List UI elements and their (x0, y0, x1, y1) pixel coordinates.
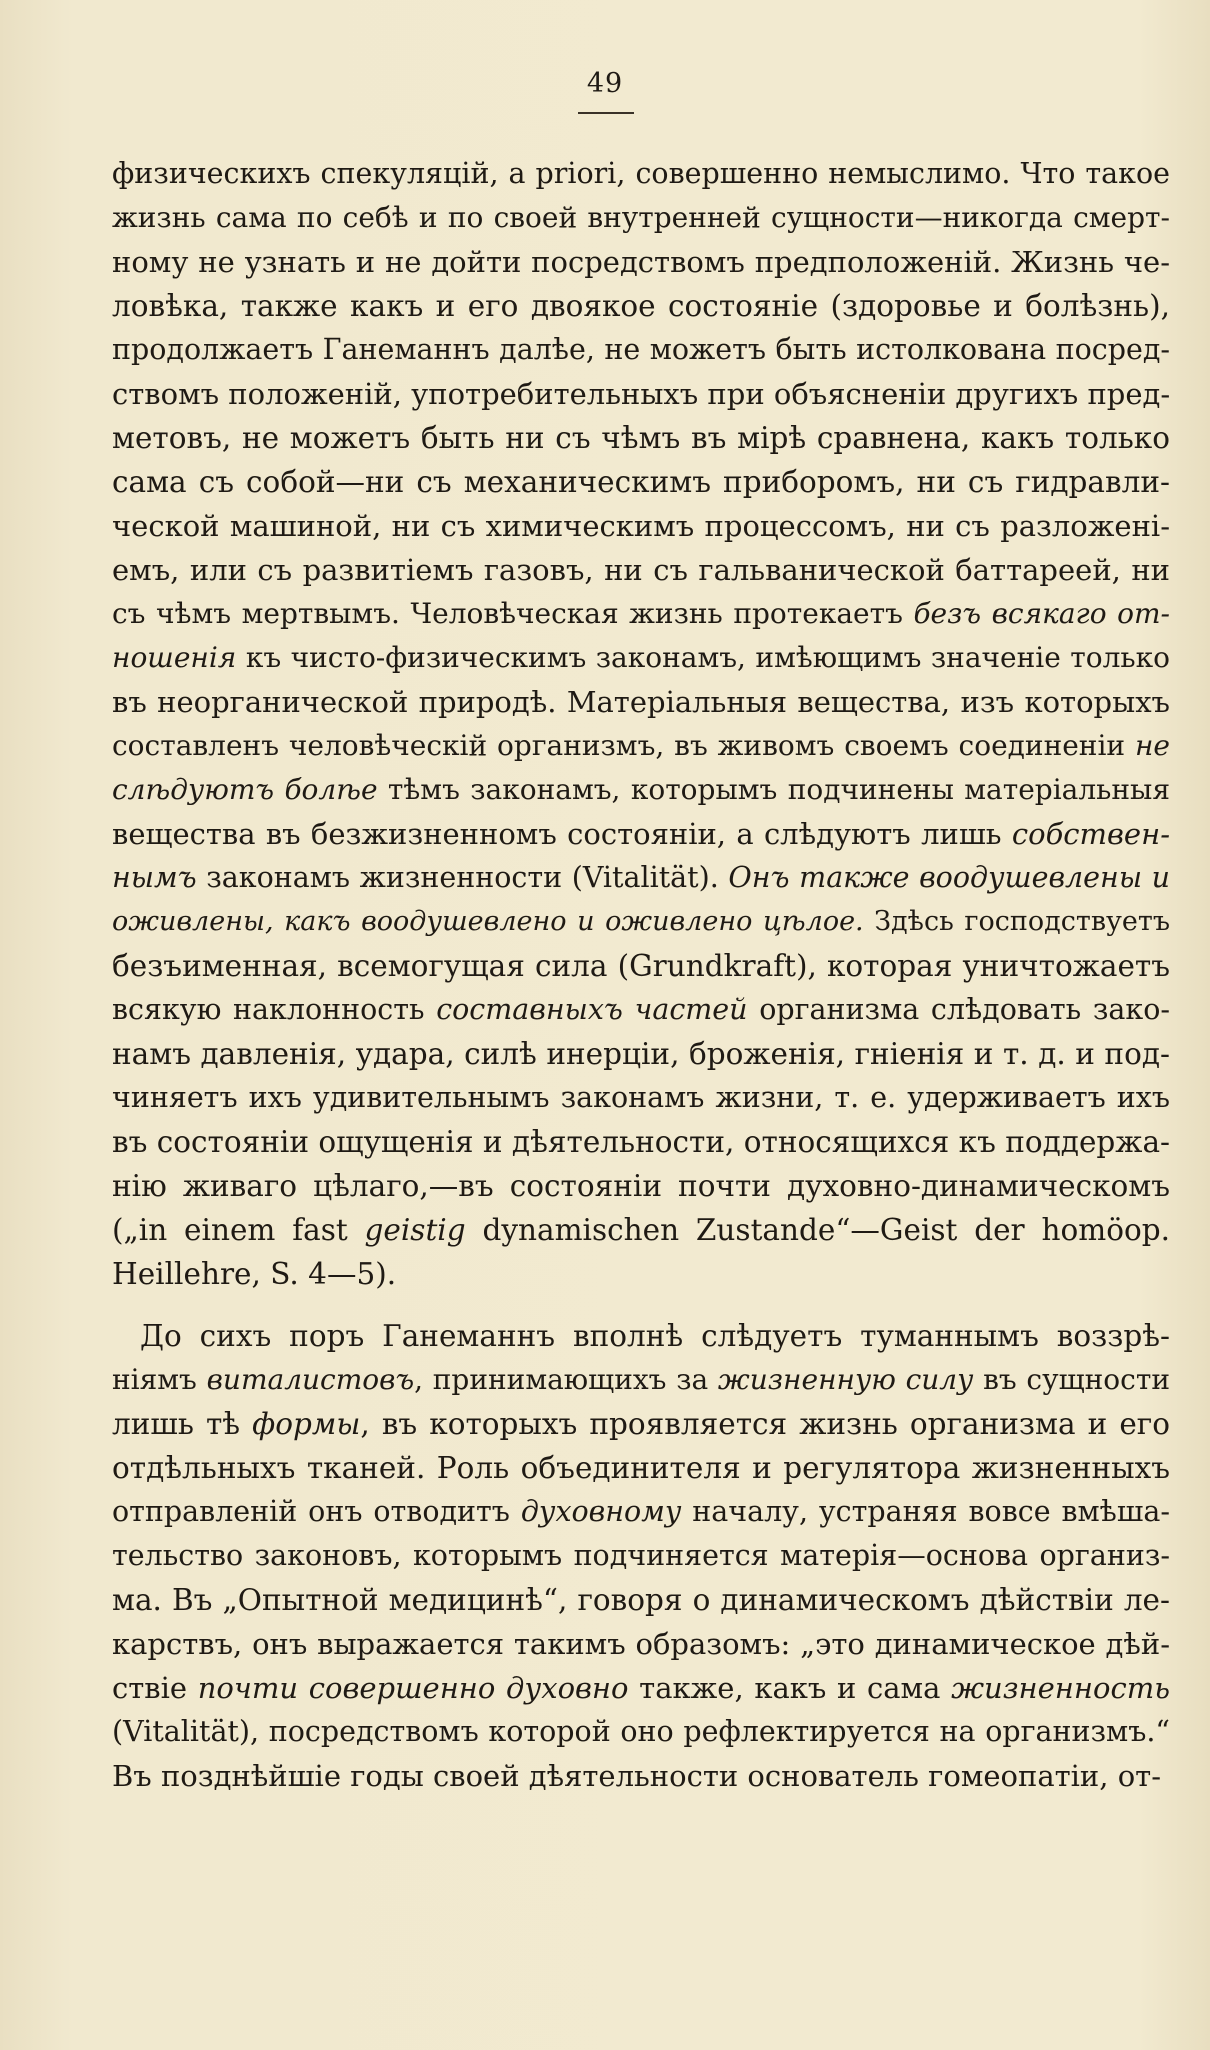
text-run: , принимающихъ за (414, 1363, 718, 1396)
text-run: (Vitalität), посредствомъ которой оно рефлектируется на организмъ.“ (112, 1715, 1170, 1748)
text-run: законамъ жизненности (Vitalität). (196, 861, 729, 894)
text-line (112, 372, 1170, 416)
text-run: жизнь сама по себѣ и по своей внутренней сущности—никогда смерт- (112, 201, 1170, 234)
text-line (112, 152, 1170, 196)
text-run: съ чѣмъ мертвымъ. Человѣческая жизнь протекаетъ (112, 597, 914, 630)
text-line (112, 812, 1170, 856)
text-line (112, 1446, 1170, 1490)
text-line (112, 1120, 1170, 1164)
paragraph-gap (112, 1296, 1170, 1314)
text-line (112, 1754, 1170, 1798)
text-run: началу, устраняя вовсе вмѣша- (681, 1495, 1170, 1528)
text-run: лишь тѣ (112, 1407, 253, 1441)
text-line (112, 1534, 1170, 1578)
text-run: ловѣка, также какъ и его двоякое состояніе (здоровье и болѣзнь), (112, 289, 1170, 323)
text-line (112, 592, 1170, 636)
italic-text: почти совершенно духовно (197, 1671, 629, 1705)
text-run: („in einem fast (112, 1213, 365, 1247)
text-line (112, 1710, 1170, 1754)
italic-text: жизненность (951, 1671, 1170, 1705)
text-run: продолжаетъ Ганеманнъ далѣе, не можетъ быть истолкована посред- (112, 333, 1170, 366)
text-run: сама съ собой—ни съ механическимъ приборомъ, ни съ гидравли- (112, 465, 1170, 499)
italic-text: собствен- (1011, 817, 1170, 851)
page-number: 49 (586, 68, 624, 99)
text-line (112, 944, 1170, 988)
italic-text: не (1134, 729, 1170, 762)
text-run: въ сущности (973, 1363, 1170, 1396)
text-line (112, 1490, 1170, 1534)
text-line (112, 416, 1170, 460)
text-run: тельство законовъ, которымъ подчиняется матерія—основа организ- (112, 1539, 1170, 1572)
italic-text: оживлены, какъ воодушевлено и оживлено цѣлое. (112, 906, 864, 937)
text-run: ма. Въ „Опытной медицинѣ“, говоря о динамическомъ дѣйствіи ле- (112, 1583, 1170, 1617)
text-run: ческой машиной, ни съ химическимъ процессомъ, ни съ разложені- (112, 509, 1170, 543)
text-run: составленъ человѣческій организмъ, въ живомъ своемъ соединеніи (112, 729, 1135, 762)
text-line (112, 1076, 1170, 1120)
text-line (112, 1666, 1170, 1710)
text-line (112, 1578, 1170, 1622)
text-run: dynamischen Zustande“—Geist der homöop. (465, 1213, 1170, 1247)
text-run: метовъ, не можетъ быть ни съ чѣмъ въ мірѣ сравнена, какъ только (112, 421, 1170, 455)
italic-text: слѣдуютъ болѣе (112, 773, 378, 806)
text-line (112, 1314, 1170, 1358)
text-run: чиняетъ ихъ удивительнымъ законамъ жизни, т. е. удерживаетъ ихъ (112, 1081, 1170, 1114)
text-run: Въ позднѣйшіе годы своей дѣятельности основатель гомеопатіи, от- (112, 1759, 1161, 1793)
text-run: безъименная, всемогущая сила (Grundkraft), которая уничтожаетъ (112, 949, 1170, 983)
text-run: ствіе (112, 1671, 198, 1705)
text-line (112, 504, 1170, 548)
text-run: организма слѣдовать зако- (747, 993, 1170, 1026)
text-run: ному не узнать и не дойти посредствомъ предположеній. Жизнь че- (112, 245, 1170, 279)
text-run: въ состояніи ощущенія и дѣятельности, относящихся къ поддержа- (112, 1125, 1170, 1159)
text-line (112, 1164, 1170, 1208)
text-run: всякую наклонность (112, 993, 437, 1026)
text-line (112, 1622, 1170, 1666)
text-run: къ чисто-физическимъ законамъ, имѣющимъ значеніе только (236, 641, 1170, 674)
text-line (112, 1402, 1170, 1446)
text-line (112, 1032, 1170, 1076)
text-line (112, 988, 1170, 1032)
text-line (112, 284, 1170, 328)
italic-text: виталистовъ (206, 1363, 415, 1396)
text-line (112, 240, 1170, 284)
text-line (112, 328, 1170, 372)
text-run: Здѣсь господствуетъ (863, 906, 1170, 937)
text-line (112, 460, 1170, 504)
text-line (112, 900, 1170, 944)
text-run: ніямъ (112, 1363, 207, 1396)
text-line (112, 724, 1170, 768)
text-line (112, 548, 1170, 592)
text-line (112, 768, 1170, 812)
italic-text: geistig (364, 1213, 466, 1247)
italic-text: нымъ (112, 861, 197, 894)
text-line (112, 680, 1170, 724)
italic-text: ношенія (112, 641, 237, 674)
text-run: До сихъ поръ Ганеманнъ вполнѣ слѣдуетъ туманнымъ воззрѣ- (140, 1319, 1170, 1353)
italic-text: Онъ также воодушевлены и (728, 861, 1170, 894)
text-run: нію живаго цѣлаго,—въ состояніи почти духовно-динамическомъ (112, 1169, 1170, 1203)
text-run: Heillehre, S. 4—5). (112, 1257, 397, 1291)
text-run: отправленій онъ отводитъ (112, 1495, 521, 1528)
text-line (112, 856, 1170, 900)
text-run: ствомъ положеній, употребительныхъ при объясненіи другихъ пред- (112, 377, 1171, 411)
text-line (112, 636, 1170, 680)
text-run: вещества въ безжизненномъ состояніи, а слѣдуютъ лишь (112, 817, 1012, 851)
page-number-underline (578, 112, 634, 114)
text-line (112, 1358, 1170, 1402)
text-line (112, 1252, 1170, 1296)
text-run: намъ давленія, удара, силѣ инерціи, броженія, гніенія и т. д. и под- (112, 1037, 1170, 1071)
text-run: также, какъ и сама (628, 1671, 952, 1705)
italic-text: духовному (520, 1495, 682, 1528)
italic-text: безъ всякаго от- (913, 597, 1170, 630)
paragraph (112, 152, 1170, 1296)
italic-text: составныхъ частей (436, 993, 748, 1026)
italic-text: формы (252, 1407, 361, 1441)
text-line (112, 1208, 1170, 1252)
text-line (112, 196, 1170, 240)
text-run: тѣмъ законамъ, которымъ подчинены матеріальныя (377, 773, 1170, 806)
body-text (112, 152, 1170, 1798)
text-run: въ неорганической природѣ. Матеріальныя вещества, изъ которыхъ (112, 685, 1170, 719)
paragraph (112, 1314, 1170, 1798)
text-run: физическихъ спекуляцій, а priori, совершенно немыслимо. Что такое (112, 157, 1170, 190)
text-run: отдѣльныхъ тканей. Роль объединителя и регулятора жизненныхъ (112, 1451, 1170, 1485)
text-run: , въ которыхъ проявляется жизнь организма и его (360, 1407, 1170, 1441)
text-run: емъ, или съ развитіемъ газовъ, ни съ гальванической баттареей, ни (112, 553, 1170, 587)
text-run: карствъ, онъ выражается такимъ образомъ: „это динамическое дѣй- (112, 1627, 1170, 1661)
italic-text: жизненную силу (717, 1363, 974, 1396)
